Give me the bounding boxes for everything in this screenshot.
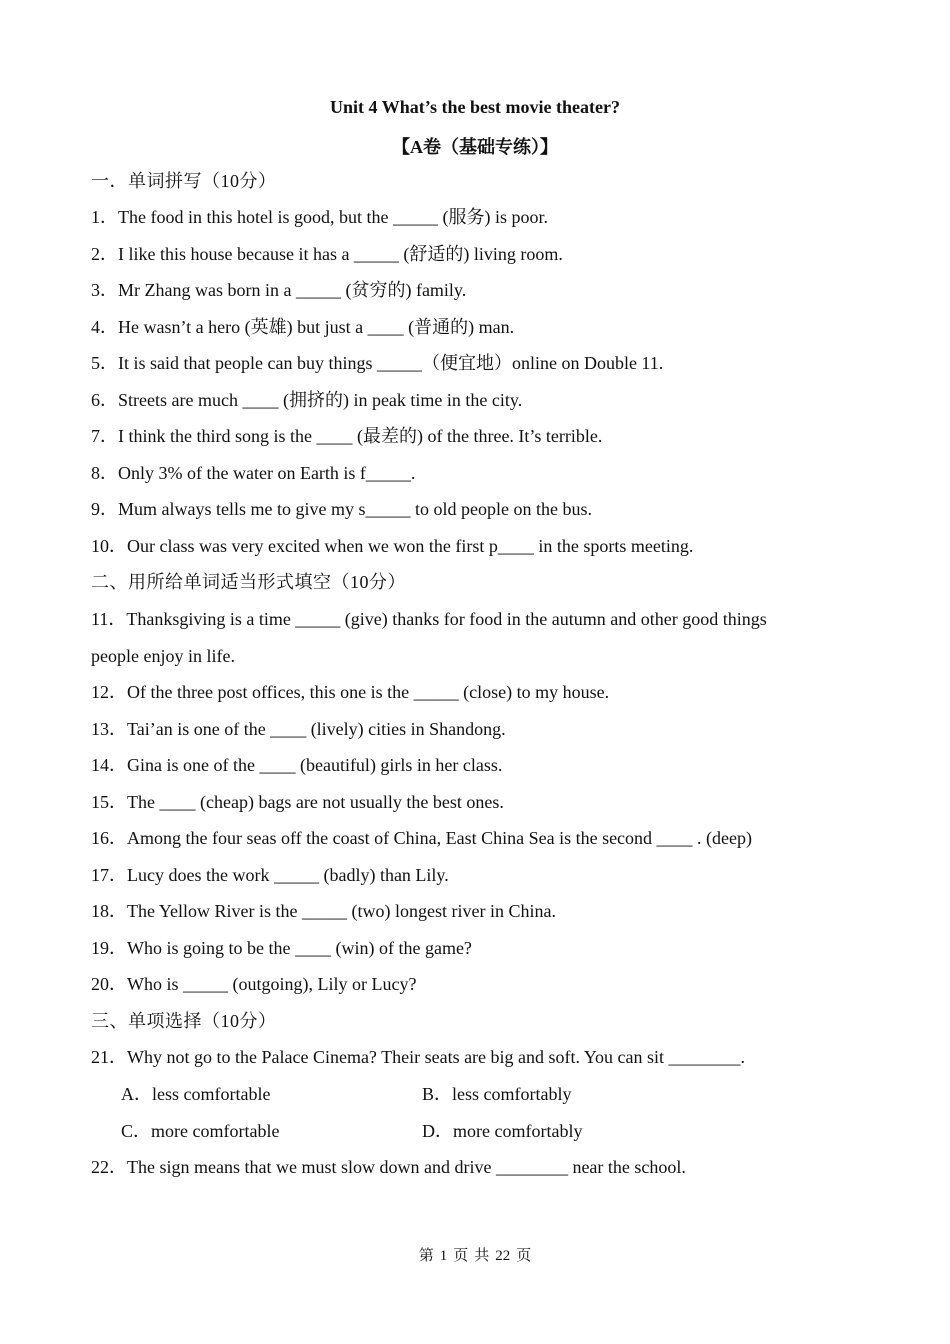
footer-total-pages: 22 xyxy=(495,1248,511,1264)
q21-option-a: A．less comfortable xyxy=(121,1084,271,1104)
footer-page-number: 1 xyxy=(439,1248,448,1264)
document-subtitle: 【A卷（基础专练）】 xyxy=(392,137,558,157)
question-1: 1．The food in this hotel is good, but the _____ (服务) is poor. xyxy=(91,207,548,227)
question-18: 18．The Yellow River is the _____ (two) longest river in China. xyxy=(91,901,556,921)
question-19: 19．Who is going to be the ____ (win) of the game? xyxy=(91,938,472,958)
question-3: 3．Mr Zhang was born in a _____ (贫穷的) family. xyxy=(91,280,467,300)
document-title: Unit 4 What’s the best movie theater? xyxy=(330,97,620,117)
section-heading-1: 一．单词拼写（10分） xyxy=(91,171,277,191)
footer-page-label: 页 xyxy=(453,1248,469,1264)
q21-option-d: D．more comfortably xyxy=(422,1121,583,1141)
question-15: 15．The ____ (cheap) bags are not usually the best ones. xyxy=(91,792,504,812)
question-10: 10．Our class was very excited when we won the first p____ in the sports meeting. xyxy=(91,536,694,556)
question-11: 11．Thanksgiving is a time _____ (give) thanks for food in the autumn and other good things xyxy=(91,609,767,629)
question-11-continued: people enjoy in life. xyxy=(91,646,235,666)
question-9: 9．Mum always tells me to give my s_____ to old people on the bus. xyxy=(91,499,592,519)
question-22: 22．The sign means that we must slow down and drive ________ near the school. xyxy=(91,1157,686,1177)
footer-total-label: 共 xyxy=(474,1248,490,1264)
question-2: 2．I like this house because it has a _____ (舒适的) living room. xyxy=(91,244,563,264)
page-footer xyxy=(0,1244,950,1265)
section-heading-2: 二、用所给单词适当形式填空（10分） xyxy=(91,572,406,592)
footer-suffix: 页 xyxy=(516,1248,532,1264)
q21-option-c: C．more comfortable xyxy=(121,1121,280,1141)
question-21: 21．Why not go to the Palace Cinema? Their seats are big and soft. You can sit ________. xyxy=(91,1047,746,1067)
question-12: 12．Of the three post offices, this one is the _____ (close) to my house. xyxy=(91,682,610,702)
question-7: 7．I think the third song is the ____ (最差的) of the three. It’s terrible. xyxy=(91,426,603,446)
question-6: 6．Streets are much ____ (拥挤的) in peak time in the city. xyxy=(91,390,523,410)
question-16: 16．Among the four seas off the coast of China, East China Sea is the second ____ . (deep) xyxy=(91,828,753,848)
question-8: 8．Only 3% of the water on Earth is f_____. xyxy=(91,463,416,483)
footer-prefix: 第 xyxy=(418,1248,434,1264)
question-14: 14．Gina is one of the ____ (beautiful) girls in her class. xyxy=(91,755,503,775)
question-17: 17．Lucy does the work _____ (badly) than Lily. xyxy=(91,865,449,885)
question-4: 4．He wasn’t a hero (英雄) but just a ____ (普通的) man. xyxy=(91,317,515,337)
section-heading-3: 三、单项选择（10分） xyxy=(91,1011,277,1031)
question-5: 5．It is said that people can buy things _____（便宜地）online on Double 11. xyxy=(91,353,664,373)
q21-option-b: B．less comfortably xyxy=(422,1084,572,1104)
question-20: 20．Who is _____ (outgoing), Lily or Lucy? xyxy=(91,974,417,994)
question-13: 13．Tai’an is one of the ____ (lively) cities in Shandong. xyxy=(91,719,506,739)
